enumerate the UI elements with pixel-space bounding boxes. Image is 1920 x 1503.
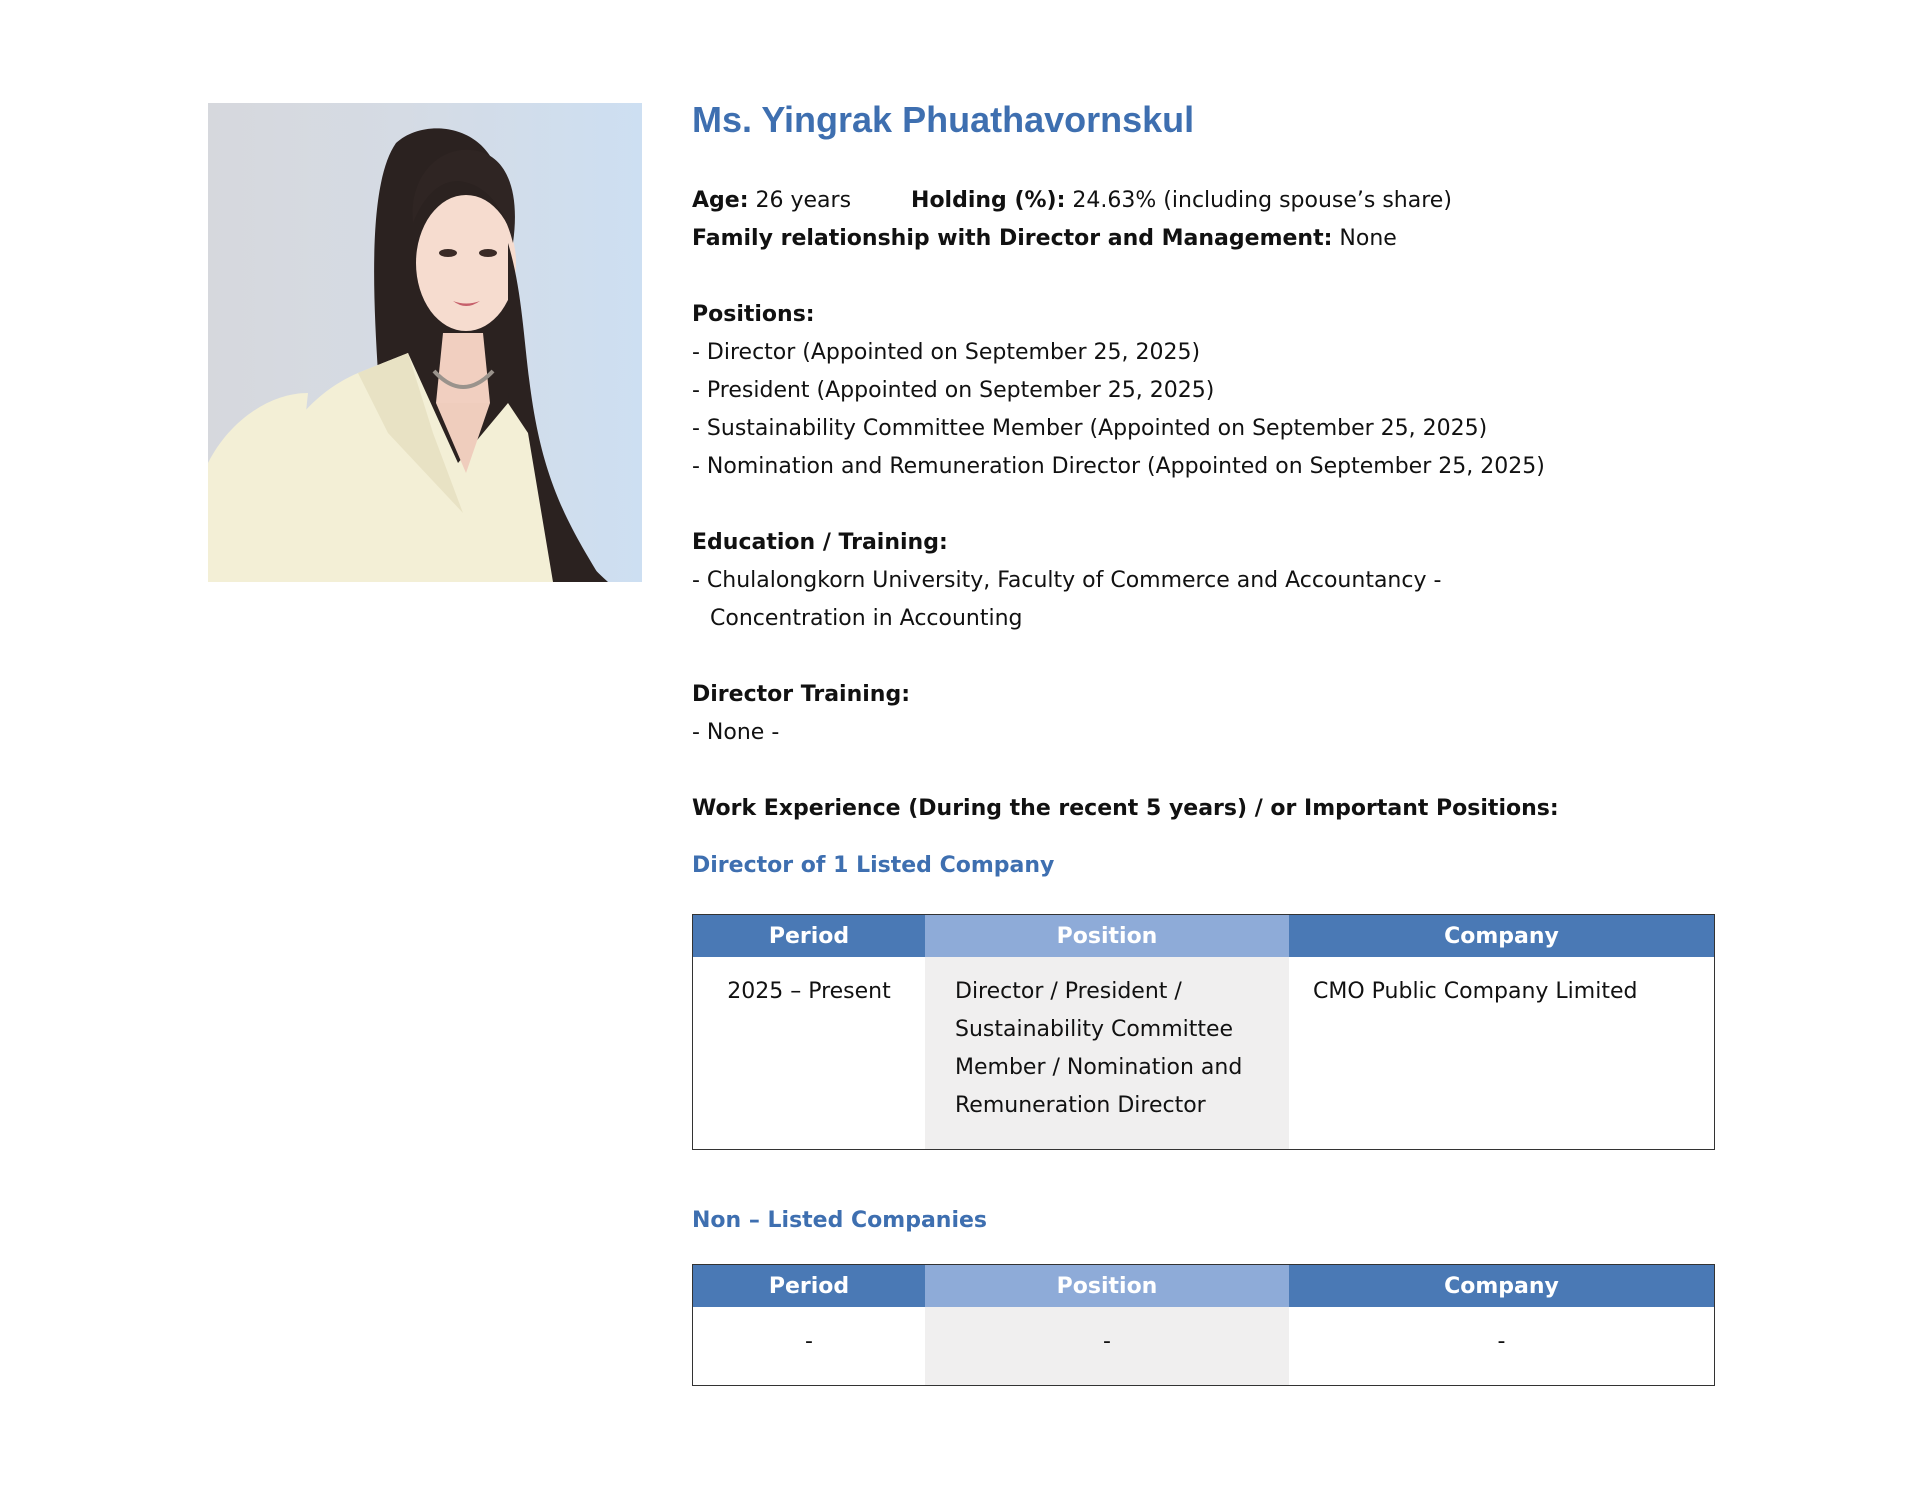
table-header-row xyxy=(693,1265,1715,1308)
position-item: - Director (Appointed on September 25, 2025) xyxy=(692,340,1201,365)
profile-content xyxy=(692,96,1742,1386)
table-row xyxy=(693,1307,1715,1386)
position-cell: - xyxy=(925,1307,1289,1386)
table-row xyxy=(693,957,1715,1150)
company-header: Company xyxy=(1289,915,1715,958)
director-name: Ms. Yingrak Phuathavornskul xyxy=(692,99,1195,140)
position-item: - Nomination and Remuneration Director (Appointed on September 25, 2025) xyxy=(692,454,1545,479)
period-header: Period xyxy=(693,1265,926,1308)
position-header: Position xyxy=(925,915,1289,958)
period-header: Period xyxy=(693,915,926,958)
director-training-heading: Director Training: xyxy=(692,682,910,707)
position-item: - President (Appointed on September 25, 2025) xyxy=(692,378,1215,403)
listed-company-title: Director of 1 Listed Company xyxy=(692,853,1055,878)
education-item: - Chulalongkorn University, Faculty of Commerce and Accountancy - Concentration in Accounting xyxy=(692,568,1442,631)
holding-value: 24.63% (including spouse’s share) xyxy=(1072,188,1452,213)
positions-heading: Positions: xyxy=(692,302,815,327)
education-heading: Education / Training: xyxy=(692,530,948,555)
position-cell: Director / President / Sustainability Committee Member / Nomination and Remuneration Director xyxy=(925,957,1289,1150)
family-value: None xyxy=(1339,226,1397,251)
non-listed-table xyxy=(692,1264,1715,1386)
table-header-row xyxy=(693,915,1715,958)
listed-company-table xyxy=(692,914,1715,1150)
position-item: - Sustainability Committee Member (Appointed on September 25, 2025) xyxy=(692,416,1488,441)
family-label: Family relationship with Director and Management: xyxy=(692,226,1333,251)
company-header: Company xyxy=(1289,1265,1715,1308)
director-training-value: - None - xyxy=(692,720,780,745)
position-header: Position xyxy=(925,1265,1289,1308)
age-value: 26 years xyxy=(755,188,852,213)
company-cell: - xyxy=(1497,1329,1506,1354)
holding-label: Holding (%): xyxy=(911,188,1066,213)
period-cell: - xyxy=(805,1329,813,1354)
age-holding-line xyxy=(692,182,1742,220)
family-line xyxy=(692,220,1742,258)
company-cell: CMO Public Company Limited xyxy=(1313,979,1638,1004)
non-listed-title: Non – Listed Companies xyxy=(692,1208,988,1233)
work-experience-heading: Work Experience (During the recent 5 years) / or Important Positions: xyxy=(692,796,1559,821)
age-label: Age: xyxy=(692,188,749,213)
director-portrait xyxy=(208,103,642,582)
period-cell: 2025 – Present xyxy=(727,979,891,1004)
